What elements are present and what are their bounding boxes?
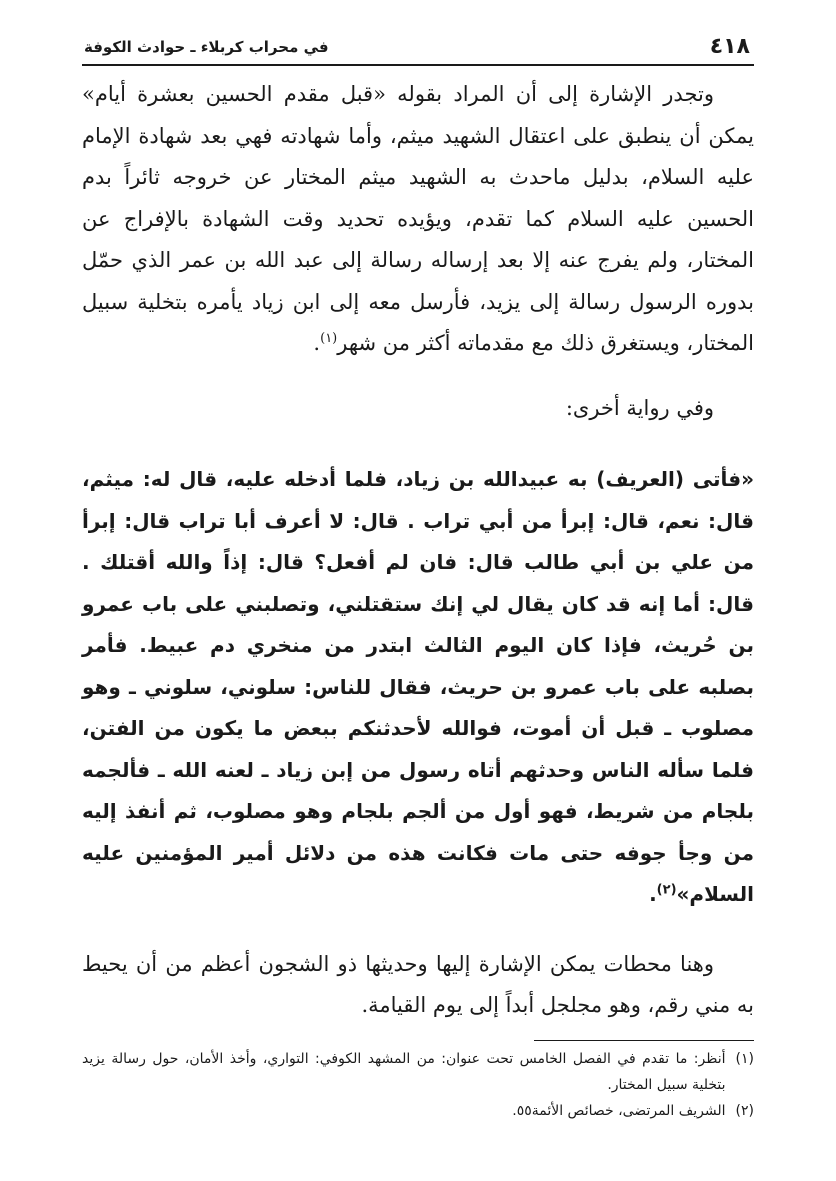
paragraph-quoted-narration bbox=[82, 459, 754, 916]
paragraph-closing: وهنا محطات يمكن الإشارة إليها وحديثها ذو الشجون أعظم من أن يحيط به مني رقم، وهو مجلجل أبداً إلى يوم القيامة. bbox=[82, 951, 754, 1017]
body-text bbox=[82, 74, 754, 1027]
sentence-end: . bbox=[313, 331, 321, 355]
page-header bbox=[82, 30, 754, 66]
paragraph-intro bbox=[82, 74, 754, 365]
quote-end: . bbox=[649, 882, 657, 906]
paragraph-another-narration: وفي رواية أخرى: bbox=[565, 395, 714, 420]
paragraph-intro-text: وتجدر الإشارة إلى أن المراد بقوله «قبل مقدم الحسين بعشرة أيام» يمكن أن ينطبق على اعتقال الشهيد ميثم، وأما شهادته فهي بعد شهادة الإمام عليه السلام، بدليل ماحدث به الشهيد ميثم المختار عن خروجه ثائراً بدم الحسين عليه السلام كما تقدم، ويؤيده تحديد وقت الشهادة بالإفراج عن المختار، ولم يفرج عنه إلا بعد إرساله رسالة إلى عبد الله بن عمر الذي حمّل بدوره الرسول رسالة إلى يزيد، فأرسل معه إلى ابن زياد يأمره بتخلية سبيل المختار، ويستغرق ذلك مع مقدماته أكثر من شهر bbox=[82, 82, 754, 355]
running-title: في محراب كربلاء ـ حوادث الكوفة bbox=[84, 38, 329, 56]
footnotes bbox=[82, 1046, 754, 1124]
footnote-1-text: أنظر: ما تقدم في الفصل الخامس تحت عنوان: من المشهد الكوفي: التواري، وأخذ الأمان، حول رسالة يزيد بتخلية سبيل المختار. bbox=[82, 1051, 726, 1093]
footnote-2-number: (٢) bbox=[735, 1103, 754, 1119]
footnote-1 bbox=[82, 1046, 754, 1098]
footnote-2-text: الشريف المرتضى، خصائص الأئمة٥٥. bbox=[512, 1103, 726, 1119]
footnote-1-number: (١) bbox=[735, 1051, 754, 1067]
page-number: ٤١٨ bbox=[709, 34, 750, 59]
quoted-narration-text: «فأتى (العريف) به عبيدالله بن زياد، فلما أدخله عليه، قال له: ميثم، قال: نعم، قال: إبرأ من أبي تراب . قال: لا أعرف أبا تراب قال: إبرأ من علي بن أبي طالب قال: فان لم أفعل؟ قال: إذاً والله أقتلك . قال: أما إنه قد كان يقال لي إنك ستقتلني، وتصلبني على باب عمرو بن حُريث، فإذا كان اليوم الثالث ابتدر من منخري دم عبيط. فأمر بصلبه على باب عمرو بن حريث، فقال للناس: سلوني، سلوني ـ وهو مصلوب ـ قبل أن أموت، فوالله لأحدثنكم ببعض ما يكون من الفتن، فلما سأله الناس وحدثهم أتاه رسول من إبن زياد ـ لعنه الله ـ فألجمه بلجام من شريط، فهو أول من ألجم بلجام وهو مصلوب، ثم أنفذ إليه من وجأ جوفه حتى مات فكانت هذه من دلائل أمير المؤمنين عليه السلام» bbox=[82, 467, 754, 906]
footnote-ref-1: (١) bbox=[320, 331, 338, 346]
footnote-divider bbox=[534, 1040, 754, 1041]
footnote-2 bbox=[82, 1098, 754, 1124]
footnote-ref-2: (٢) bbox=[656, 882, 677, 898]
